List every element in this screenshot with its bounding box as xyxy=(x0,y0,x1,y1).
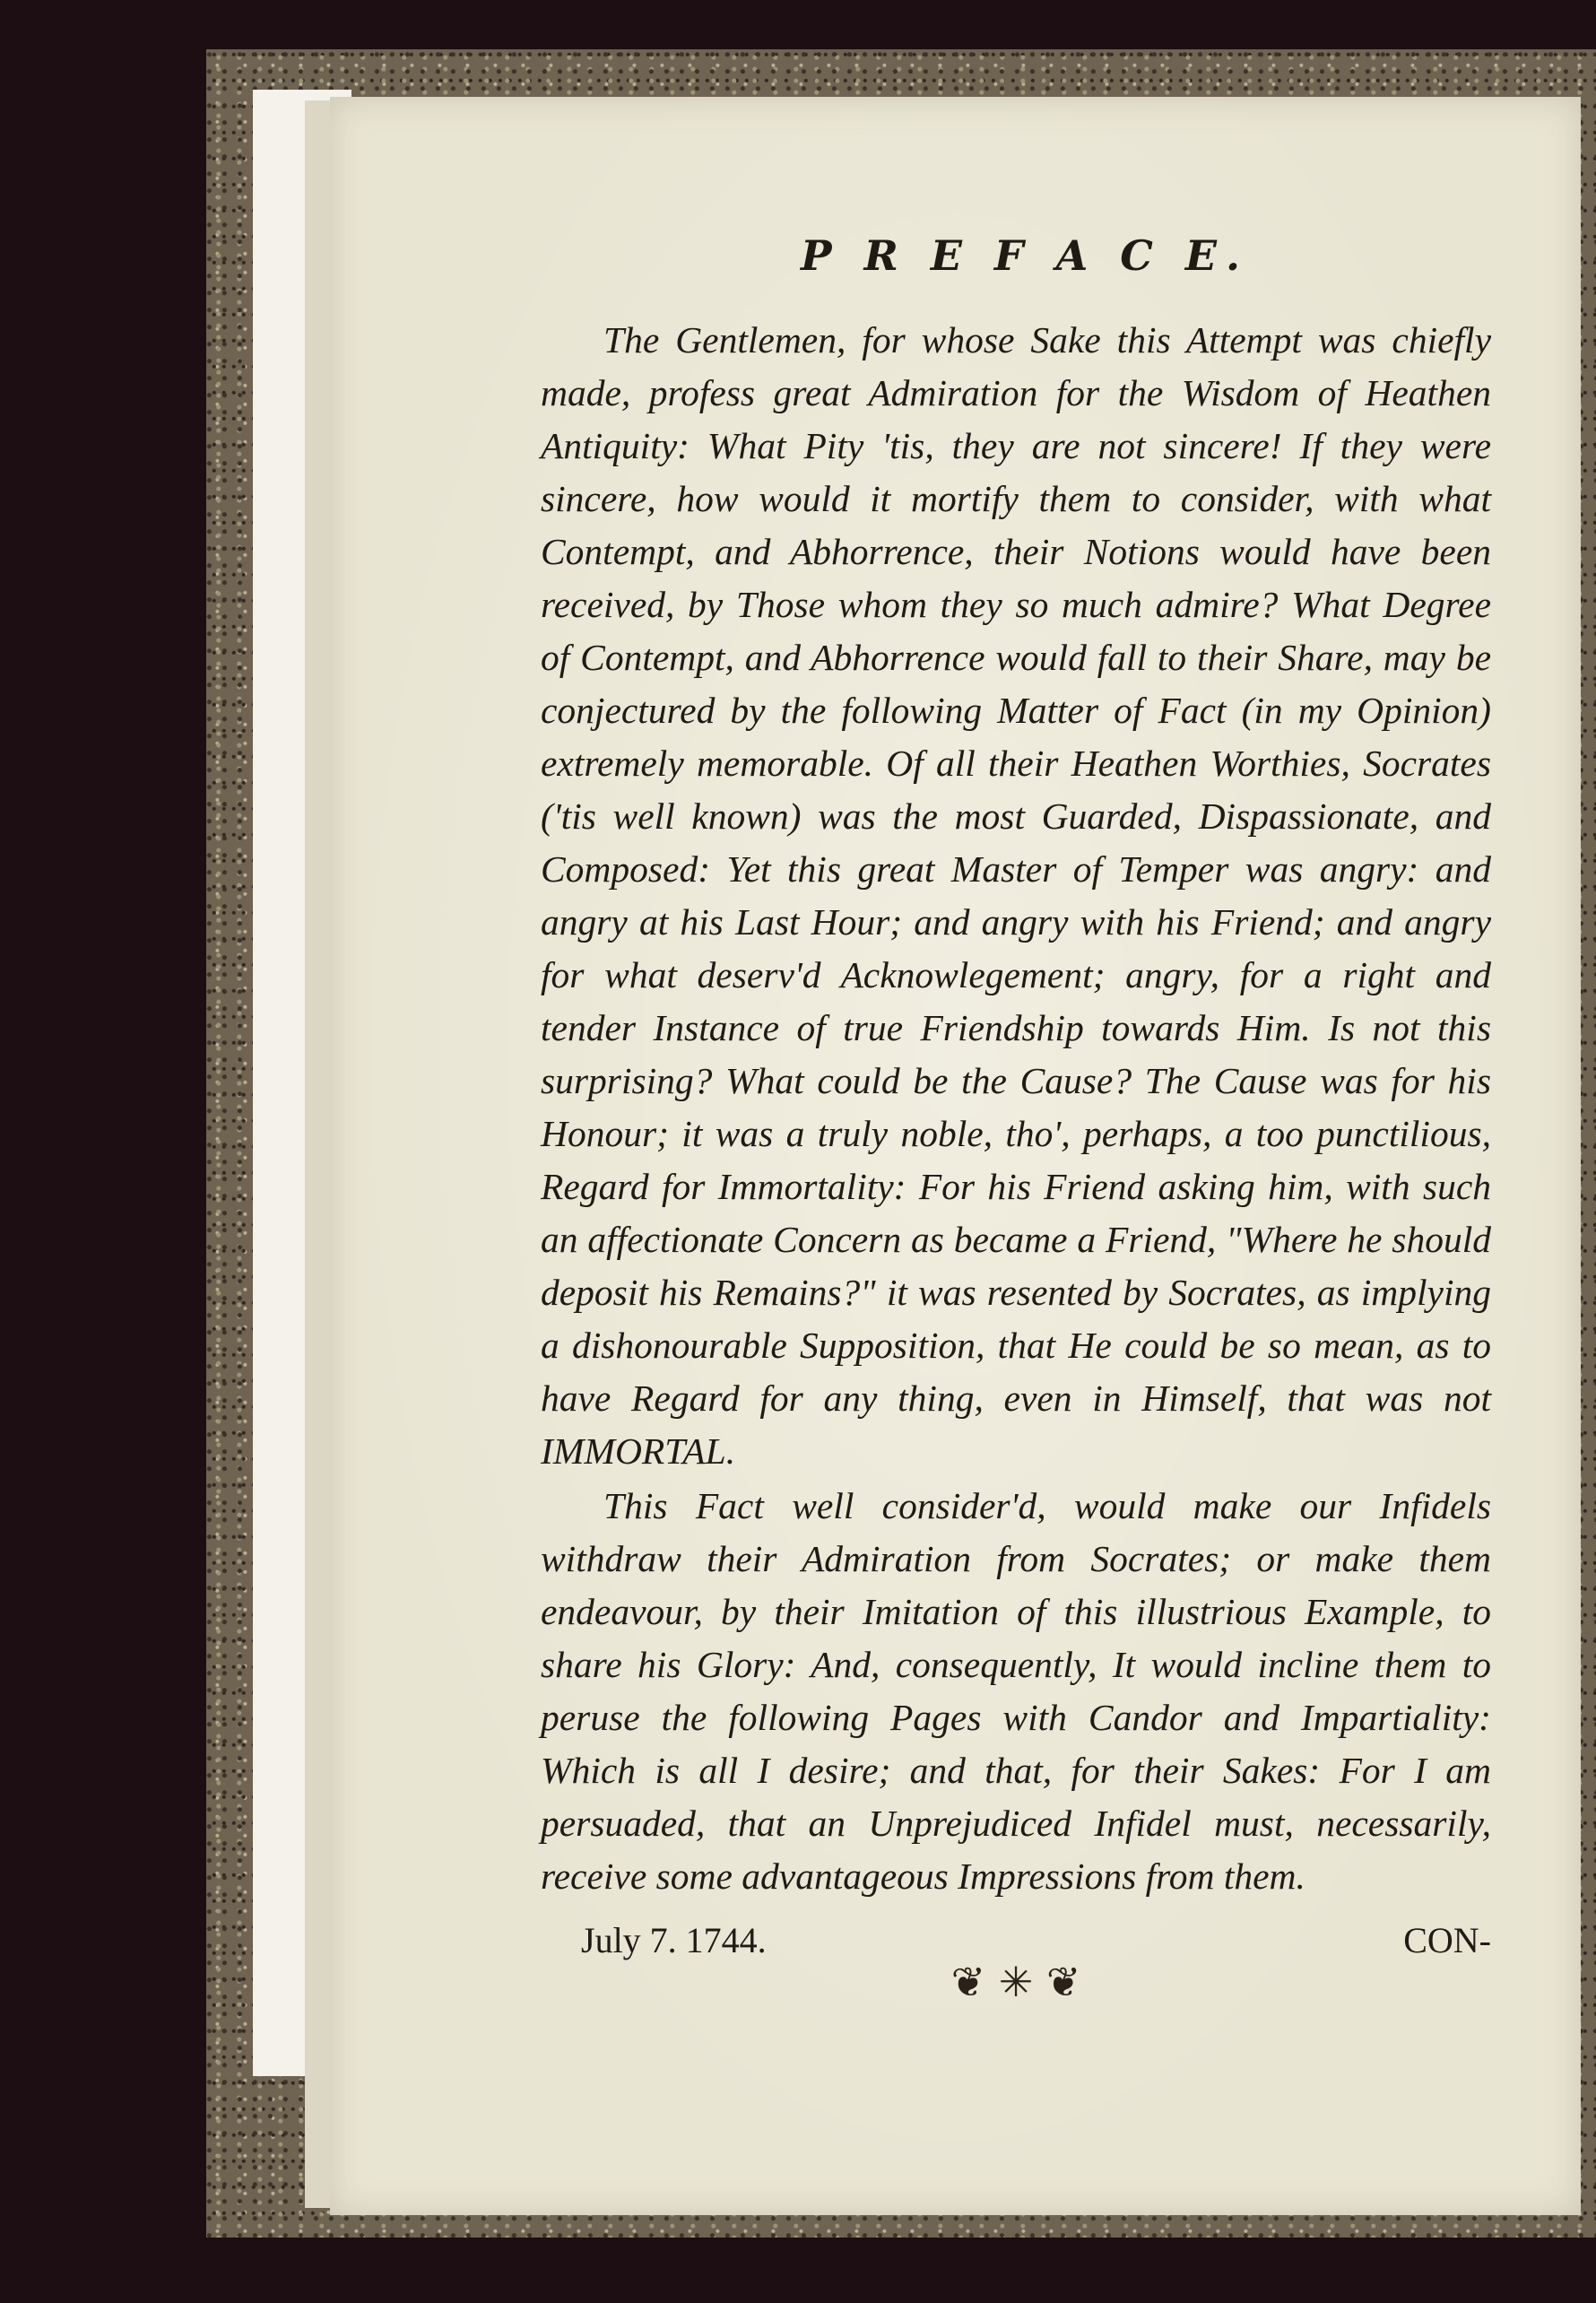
date-line: July 7. 1744. xyxy=(581,1920,767,1960)
fleuron-ornament-icon: ❦ ✳ ❦ xyxy=(950,1958,1081,2006)
page-footer xyxy=(541,1919,1491,1961)
preface-paragraph-1: The Gentlemen, for whose Sake this Attempt was chiefly made, profess great Admiration for the Wisdom of Heathen Antiquity: What Pity 'tis, they are not sincere! If they were sincere, how would it mortify them to consider, with what Contempt, and Abhorrence, their Notions would have been received, by Those whom they so much admire? What Degree of Contempt, and Abhorrence would fall to their Share, may be conjectured by the following Matter of Fact (in my Opinion) extremely memorable. Of all their Heathen Worthies, Socrates ('tis well known) was the most Guarded, Dispassionate, and Composed: Yet this great Master of Temper was angry: and angry at his Last Hour; and angry with his Friend; and angry for what deserv'd Acknowlegement; angry, for a right and tender Instance of true Friendship towards Him. Is not this surprising? What could be the Cause? The Cause was for his Honour; it was a truly noble, tho', perhaps, a too punctilious, Regard for Immortality: For his Friend asking him, with such an affectionate Concern as became a Friend, "Where he should deposit his Remains?" it was resented by Socrates, as implying a dishonourable Supposition, that He could be so mean, as to have Regard for any thing, even in Himself, that was not IMMORTAL. xyxy=(541,319,1491,1472)
book-page xyxy=(330,97,1581,2215)
catchword: CON- xyxy=(1403,1920,1491,1960)
page-text-block xyxy=(541,231,1491,2006)
page-title: P R E F A C E. xyxy=(800,231,1249,280)
preface-paragraph-2: This Fact well consider'd, would make our Infidels withdraw their Admiration from Socrates; or make them endeavour, by their Imitation of this illustrious Example, to share his Glory: And, consequently, It would incline them to peruse the following Pages with Candor and Impartiality: Which is all I desire; and that, for their Sakes: For I am persuaded, that an Unprejudiced Infidel must, necessarily, receive some advantageous Impressions from them. xyxy=(541,1485,1491,1897)
